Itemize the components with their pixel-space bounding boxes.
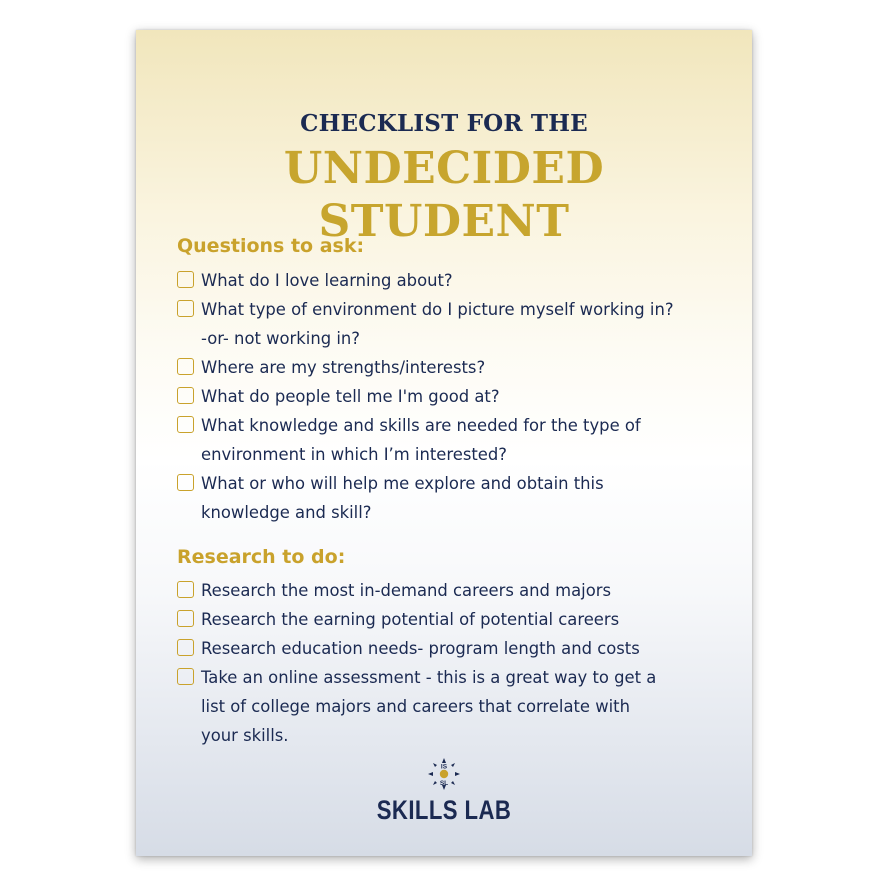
questions-item[interactable] <box>177 469 737 527</box>
questions-item-text: What type of environment do I picture myself working in? <box>201 300 674 319</box>
research-item-text: Research the earning potential of potential careers <box>201 610 620 629</box>
checkbox[interactable] <box>177 271 194 288</box>
questions-item-text: knowledge and skill? <box>201 503 372 522</box>
questions-item[interactable] <box>177 266 737 295</box>
checkbox[interactable] <box>177 610 194 627</box>
research-item-text: your skills. <box>201 726 289 745</box>
logo-text: SKILLS LAB <box>376 795 512 825</box>
emblem-top-letters: IS <box>440 763 448 771</box>
questions-item-text: What do people tell me I'm good at? <box>201 387 500 406</box>
questions-item-text: What knowledge and skills are needed for the type of <box>201 416 641 435</box>
questions-item-text: What do I love learning about? <box>201 271 453 290</box>
checklist-card <box>136 30 752 856</box>
checkbox[interactable] <box>177 300 194 317</box>
checkbox[interactable] <box>177 581 194 598</box>
questions-item-text: -or- not working in? <box>201 329 360 348</box>
questions-item-text: Where are my strengths/interests? <box>201 358 486 377</box>
research-item[interactable] <box>177 663 737 750</box>
checkbox[interactable] <box>177 474 194 491</box>
questions-item[interactable] <box>177 295 737 353</box>
research-item[interactable] <box>177 576 737 605</box>
questions-item-text: environment in which I’m interested? <box>201 445 507 464</box>
research-item[interactable] <box>177 605 737 634</box>
questions-item[interactable] <box>177 353 737 382</box>
main-title-line-2: STUDENT <box>318 196 570 247</box>
checkbox[interactable] <box>177 416 194 433</box>
pre-title: CHECKLIST FOR THE <box>300 110 588 137</box>
checkbox[interactable] <box>177 387 194 404</box>
skills-lab-emblem-icon <box>427 757 461 791</box>
research-item-text: list of college majors and careers that correlate with <box>201 697 630 716</box>
research-heading: Research to do: <box>177 546 346 568</box>
research-list <box>177 576 737 750</box>
questions-item[interactable] <box>177 411 737 469</box>
checkbox[interactable] <box>177 639 194 656</box>
research-item-text: Take an online assessment - this is a great way to get a <box>201 668 657 687</box>
checkbox[interactable] <box>177 668 194 685</box>
questions-item[interactable] <box>177 382 737 411</box>
main-title <box>136 142 752 248</box>
skills-lab-logo <box>136 757 752 826</box>
checkbox[interactable] <box>177 358 194 375</box>
main-title-line-1: UNDECIDED <box>283 143 605 194</box>
research-item-text: Research education needs- program length and costs <box>201 639 640 658</box>
questions-list <box>177 266 737 527</box>
questions-heading: Questions to ask: <box>177 235 365 257</box>
emblem-bottom-letters: SL <box>439 780 449 787</box>
research-item[interactable] <box>177 634 737 663</box>
questions-item-text: What or who will help me explore and obtain this <box>201 474 604 493</box>
research-item-text: Research the most in-demand careers and majors <box>201 581 612 600</box>
